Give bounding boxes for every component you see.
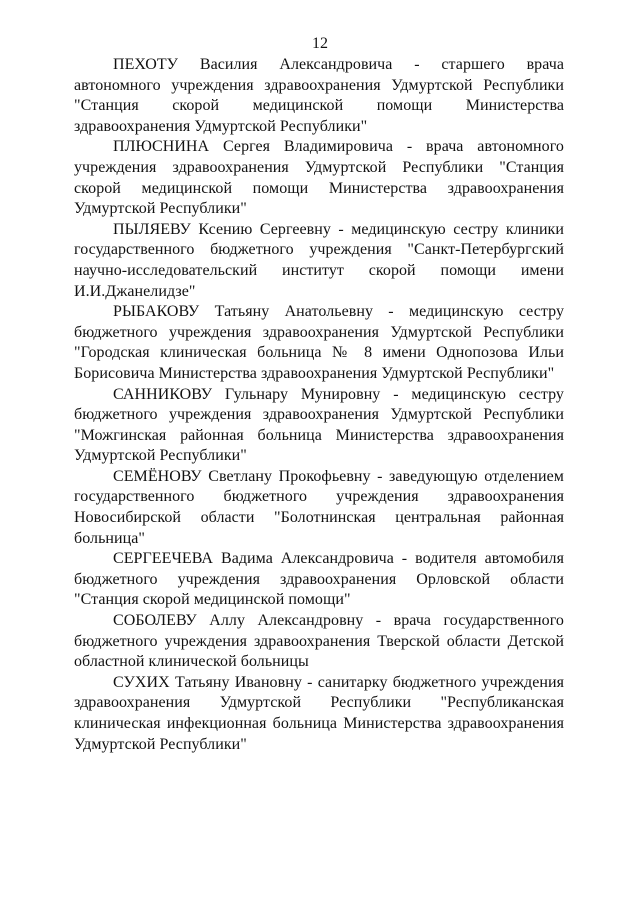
person-surname: РЫБАКОВУ [113, 303, 200, 321]
person-description: Аллу Александровну - врача государственного бюджетного учреждения здравоохранения Тверской области Детской областной клинической больницы [74, 612, 564, 671]
person-surname: ПЫЛЯЕВУ [113, 220, 191, 238]
person-surname: ПЕХОТУ [113, 56, 179, 73]
person-description: Василия Александровича - старшего врача автономного учреждения здравоохранения Удмуртской Республики "Станция скорой медицинской помощи Министерства здравоохранения Удмуртской Республики" [74, 56, 564, 135]
person-description: Светлану Прокофьевну - заведующую отделением государственного бюджетного учреждения здравоохранения Новосибирской области "Болотнинская центральная районная больница" [74, 467, 564, 547]
person-description: Татьяну Ивановну - санитарку бюджетного учреждения здравоохранения Удмуртской Республики "Республиканская клиническая инфекционная больница Министерства здравоохранения Удмуртской Республики" [74, 673, 564, 753]
person-surname: СУХИХ [113, 673, 170, 691]
page-number: 12 [312, 35, 328, 52]
person-surname: САННИКОВУ [113, 385, 213, 403]
list-item [74, 220, 564, 302]
award-list [74, 55, 564, 755]
person-surname: СЕРГЕЕЧЕВА [113, 550, 214, 568]
person-description: Татьяну Анатольевну - медицинскую сестру бюджетного учреждения здравоохранения Удмуртской Республики "Городская клиническая больница № 8 имени Однопозова Ильи Борисовича Министерства здравоохранения Удмуртской Республики" [74, 303, 564, 382]
list-item [74, 302, 564, 384]
list-item [74, 549, 564, 611]
person-description: Сергея Владимировича - врача автономного учреждения здравоохранения Удмуртской Республики "Станция скорой медицинской помощи Министерства здравоохранения Удмуртской Республики" [74, 138, 564, 218]
person-surname: СЕМЁНОВУ [113, 467, 202, 485]
person-description: Ксению Сергеевну - медицинскую сестру клиники государственного бюджетного учреждения "Санкт-Петербургский научно-исследовательский институт скорой помощи имени И.И.Джанелидзе" [74, 220, 564, 300]
person-description: Вадима Александровича - водителя автомобиля бюджетного учреждения здравоохранения Орловской области "Станция скорой медицинской помощи" [74, 550, 564, 609]
list-item [74, 673, 564, 755]
list-item [74, 385, 564, 467]
list-item [74, 467, 564, 549]
list-item [74, 137, 564, 219]
list-item [74, 55, 564, 137]
person-surname: СОБОЛЕВУ [113, 612, 197, 630]
person-surname: ПЛЮСНИНА [113, 138, 210, 156]
person-description: Гульнару Мунировну - медицинскую сестру бюджетного учреждения здравоохранения Удмуртской Республики "Можгинская районная больница Министерства здравоохранения Удмуртской Республики" [74, 385, 564, 465]
list-item [74, 611, 564, 673]
